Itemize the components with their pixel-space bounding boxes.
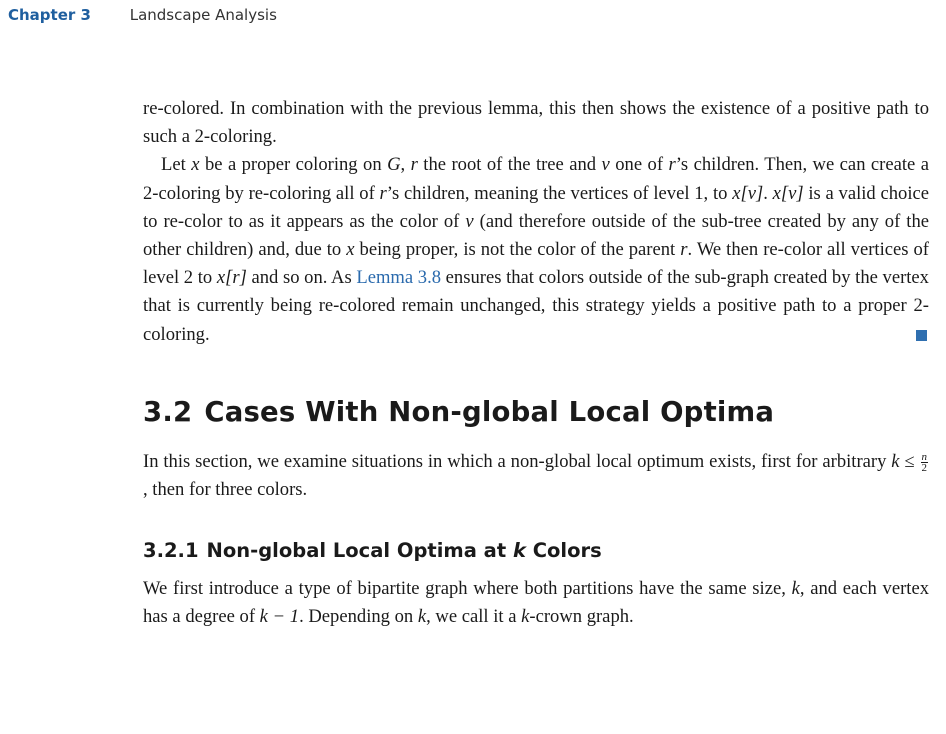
paragraph-crown-graph: We first introduce a type of bipartite graph where both partitions have the same size, k, and each vertex has a degree of k − 1. Depending on k, we call it a k-crown graph.: [143, 578, 930, 628]
chapter-label: Chapter 3: [8, 6, 91, 24]
paragraph-proof-end-1: re-colored. In combination with the previous lemma, this then shows the existence of a positive path to such a 2-coloring.: [143, 98, 929, 148]
paragraph-section-intro: In this section, we examine situations in which a non-global local optimum exists, first for arbitrary k ≤ $\frac{n}{2}$ , then for three colors.: [143, 450, 927, 501]
main-text: [143, 95, 929, 632]
subsection-heading: 3.2.1 Non-global Local Optima at k Colors: [143, 539, 602, 563]
section-heading: [143, 396, 929, 428]
paragraph-proof-end-2: Let x be a proper coloring on G, r the root of the tree and v one of r’s children. Then, we can create a 2-coloring by re-coloring all of r’s children, meaning the vertices of level 1, to x[v]. x[v] is a valid choice to re-color to as it appears as the color of v (and therefore outside of the sub-tree created by any of the other children) and, due to x being proper, is not the color of the parent r. We then re-color all vertices of level 2 to x[r] and so on. As Lemma 3.8 ensures that colors outside of the sub-graph created by the vertex that is currently being re-colored remain unchanged, this strategy yields a positive path to a proper 2-coloring.: [143, 154, 929, 345]
section-title: Cases With Non-global Local Optima: [204, 395, 775, 428]
section-number: 3.2: [143, 395, 193, 428]
chapter-title: Landscape Analysis: [129, 6, 277, 24]
running-header: [8, 6, 277, 24]
fraction-n-over-2: $\frac{n}{2}$: [921, 451, 927, 475]
lemma-reference-link[interactable]: Lemma 3.8: [356, 267, 442, 289]
subsection-number: 3.2.1: [143, 539, 199, 563]
qed-square-icon: [916, 330, 927, 341]
